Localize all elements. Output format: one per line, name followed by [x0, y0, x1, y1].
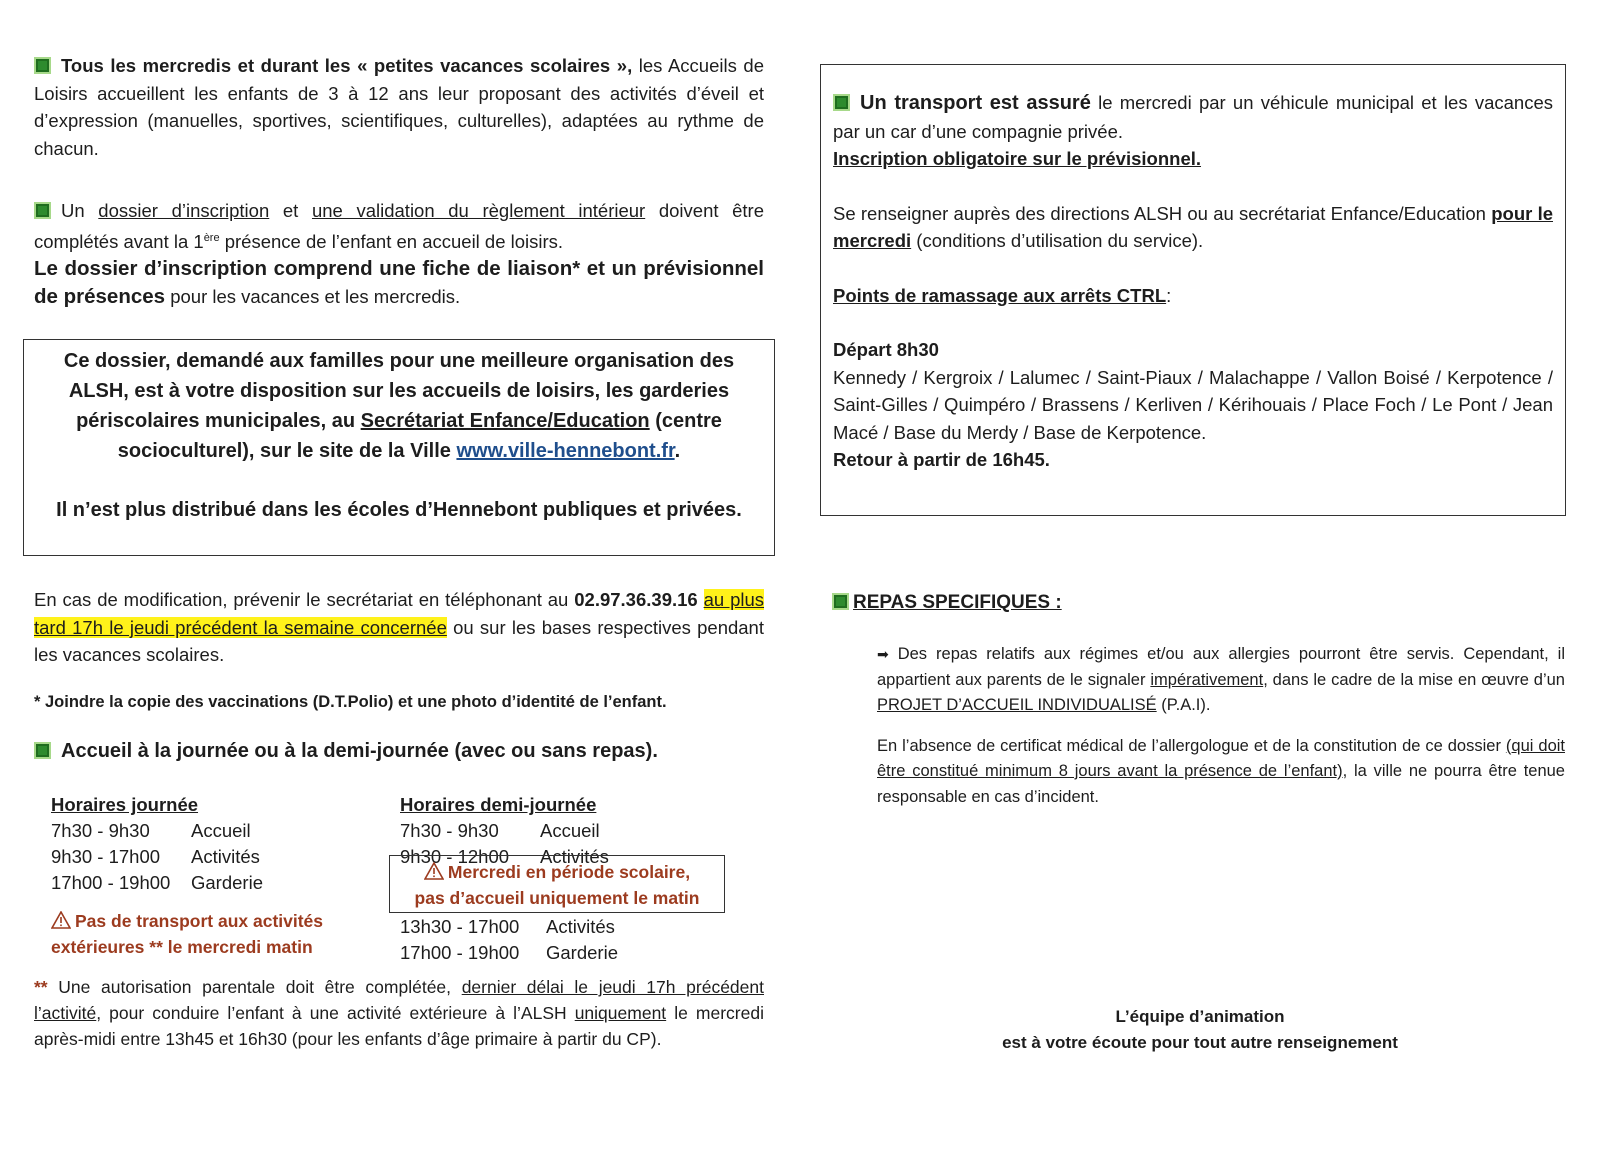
deadline-highlight: au plus tard 17h le jeudi précédent la semaine concernée [34, 589, 765, 638]
no-transport-warning: Pas de transport aux activités extérieures ** le mercredi matin [51, 911, 324, 957]
repas-paragraph-1: ➡ Des repas relatifs aux régimes et/ou aux allergies pourront être servis. Cependant, il appartient aux parents de le signaler impérativement, dans le cadre de la mise en œuvre d’un PROJET D’ACCUEIL INDIVIDUALISÉ (P.A.I). [877, 645, 1565, 714]
pickup-stops: Départ 8h30 Kennedy / Kergroix / Lalumec / Saint-Piaux / Malachappe / Vallon Boisé / Kerpotence / Saint-Gilles / Quimpéro / Brassens / Kerliven / Kérihouais / Place Foch / Le Pont / Jean Macé / Base du Merdy / Base de Kerpotence. Retour à partir de 16h45. [833, 339, 1553, 470]
green-bullet-icon [34, 202, 51, 219]
green-bullet-icon [34, 742, 51, 759]
left-column-lower [34, 586, 764, 763]
warning-icon [424, 862, 444, 880]
warning-icon [51, 911, 71, 929]
green-bullet-icon [833, 94, 850, 111]
dossier-info-box: Ce dossier, demandé aux familles pour une meilleure organisation des ALSH, est à votre disposition sur les accueils de loisirs, les garderies périscolaires municipales, au Secrétariat Enfance/Education (centre socioculturel), sur le site de la Ville www.ville-hennebont.fr. Il n’est plus distribué dans les écoles d’Hennebont publiques et privées. [23, 339, 775, 556]
repas-text [877, 642, 1565, 810]
schedule-row: 9h30 - 12h00 Activités [400, 846, 609, 867]
schedule-row: 7h30 - 9h30 Accueil [51, 820, 251, 841]
wednesday-warning-box: Mercredi en période scolaire, pas d’accueil uniquement le matin [389, 855, 725, 913]
schedule-full-day: Horaires journée 7h30 - 9h30 Accueil 9h30 - 17h00 Activités 17h00 - 19h00 Garderie Pas de transport aux activités extérieures ** le mercredi matin [51, 792, 371, 960]
schedule-half-day-afternoon [400, 914, 740, 966]
schedule-row: 9h30 - 17h00 Activités [51, 846, 260, 867]
transport-info-box [820, 64, 1566, 516]
pickup-heading: Points de ramassage aux arrêts CTRL: [833, 284, 1172, 306]
authorization-paragraph: ** Une autorisation parentale doit être complétée, dernier délai le jeudi 17h précédent l’activité, pour conduire l’enfant à une activité extérieure à l’ALSH uniquement le mercredi après-midi entre 13h45 et 16h30 (pour les enfants d’âge primaire à partir du CP). [34, 977, 764, 1049]
registration-paragraph: Un dossier d’inscription et une validation du règlement intérieur doivent être complétés avant la 1ère présence de l’enfant en accueil de loisirs. Le dossier d’inscription comprend une fiche de liaison* et un prévisionnel de présences pour les vacances et les mercredis. [34, 200, 765, 308]
transport-paragraph: Un transport est assuré le mercredi par un véhicule municipal et les vacances par un car d’une compagnie privée. Inscription obligatoire sur le prévisionnel. [833, 92, 1553, 169]
modification-paragraph: En cas de modification, prévenir le secrétariat en téléphonant au 02.97.36.39.16 au plus tard 17h le jeudi précédent la semaine concernée ou sur les bases respectives pendant les vacances scolaires. [34, 589, 765, 665]
intro-paragraph: Tous les mercredis et durant les « petites vacances scolaires », les Accueils de Loisirs accueillent les enfants de 3 à 12 ans leur proposant des activités d’éveil et d’expression (manuelles, sportives, scientifiques, culturelles), adaptées au rythme de chacun. [34, 55, 764, 159]
schedule-row: 7h30 - 9h30 Accueil [400, 820, 600, 841]
city-website-link[interactable]: www.ville-hennebont.fr [456, 440, 675, 462]
team-footer: L’équipe d’animation est à votre écoute pour tout autre renseignement [1002, 1007, 1398, 1052]
schedule-row: 17h00 - 19h00 Garderie [51, 872, 263, 893]
green-bullet-icon [832, 593, 849, 610]
arrow-right-icon: ➡ [877, 646, 889, 662]
schedule-row: 13h30 - 17h00 Activités [400, 916, 615, 937]
schedule-half-day: Horaires demi-journée 7h30 - 9h30 Accueil 9h30 - 12h00 Activités [400, 792, 740, 870]
repas-section [832, 592, 1562, 614]
vaccination-note: * Joindre la copie des vaccinations (D.T.Polio) et une photo d’identité de l’enfant. [34, 692, 667, 711]
repas-paragraph-2: En l’absence de certificat médical de l’allergologue et de la constitution de ce dossier (qui doit être constitué minimum 8 jours avant la présence de l’enfant), la ville ne pourra être tenue responsable en cas d’incident. [877, 736, 1565, 806]
left-column [34, 52, 764, 310]
accueil-heading: Accueil à la journée ou à la demi-journée (avec ou sans repas). [34, 740, 764, 763]
green-bullet-icon [34, 57, 51, 74]
transport-contact-paragraph: Se renseigner auprès des directions ALSH ou au secrétariat Enfance/Education pour le mercredi (conditions d’utilisation du service). [833, 202, 1553, 251]
schedule-row: 17h00 - 19h00 Garderie [400, 942, 618, 963]
repas-heading: REPAS SPECIFIQUES : [832, 592, 1562, 614]
